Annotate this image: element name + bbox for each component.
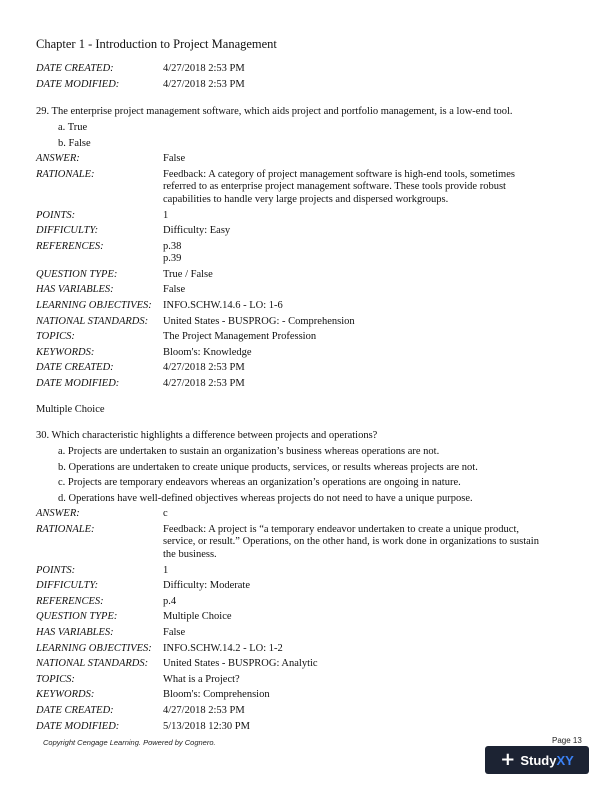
date-created-row — [36, 705, 576, 721]
answer-value: False — [163, 153, 186, 164]
keywords-value: Bloom's: Knowledge — [163, 346, 252, 358]
keywords-label: KEYWORDS: — [36, 689, 95, 701]
keywords-label: KEYWORDS: — [36, 346, 95, 358]
meta-label: DATE MODIFIED: — [36, 78, 120, 90]
brand-name — [520, 753, 573, 768]
references-row — [36, 596, 576, 612]
difficulty-label: DIFFICULTY: — [36, 580, 99, 592]
points-value: 1 — [163, 209, 169, 221]
difficulty-row — [36, 225, 576, 241]
question-30-option-c: c. Projects are temporary endeavors whereas an organization’s operations are ongoing in nature. — [58, 477, 461, 488]
answer-value: c — [163, 508, 168, 519]
meta-label: DATE CREATED: — [36, 63, 114, 74]
question-type-value: True / False — [163, 268, 213, 280]
national-standards-value: United States - BUSPROG: Analytic — [163, 658, 318, 670]
question-29-option-a: a. True — [58, 122, 88, 133]
learning-objectives-label: LEARNING OBJECTIVES: — [36, 642, 152, 654]
top-meta — [36, 63, 576, 94]
learning-objectives-row — [36, 643, 576, 659]
learning-objectives-label: LEARNING OBJECTIVES: — [36, 299, 152, 311]
topics-value: What is a Project? — [163, 673, 240, 685]
topics-value: The Project Management Profession — [163, 331, 317, 343]
meta-value: 4/27/2018 2:53 PM — [163, 78, 245, 90]
answer-label: ANSWER: — [36, 508, 80, 519]
date-created-value: 4/27/2018 2:53 PM — [163, 362, 245, 374]
has-variables-label: HAS VARIABLES: — [36, 284, 114, 296]
date-modified-value: 4/27/2018 2:53 PM — [163, 377, 245, 389]
rationale-label: RATIONALE: — [36, 168, 95, 180]
question-30-text: 30. Which characteristic highlights a difference between projects and operations? — [36, 430, 378, 441]
question-30-option-d: d. Operations have well-defined objectives whereas projects do not need to have a unique purpose. — [58, 493, 473, 504]
references-label: REFERENCES: — [36, 595, 104, 607]
points-row — [36, 565, 576, 581]
has-variables-label: HAS VARIABLES: — [36, 626, 114, 638]
date-modified-row — [36, 721, 576, 737]
topics-row — [36, 674, 576, 690]
answer-row — [36, 153, 576, 169]
national-standards-value: United States - BUSPROG: - Comprehension — [163, 315, 355, 327]
points-row — [36, 210, 576, 226]
rationale-value: Feedback: A category of project management software is high-end tools, sometimes referred to as enterprise project management software. These tools provide robust capabilities to handle very large projects and dispersed workgroups. — [163, 168, 515, 205]
studyxy-badge[interactable] — [485, 746, 589, 774]
learning-objectives-value: INFO.SCHW.14.2 - LO: 1-2 — [163, 642, 283, 654]
topics-row — [36, 331, 576, 347]
rationale-row — [36, 169, 576, 210]
points-label: POINTS: — [36, 209, 76, 221]
question-30-option-b: b. Operations are undertaken to create unique products, services, or results whereas projects are not. — [58, 462, 478, 473]
meta-row — [36, 79, 576, 95]
learning-objectives-value: INFO.SCHW.14.6 - LO: 1-6 — [163, 299, 283, 311]
national-standards-label: NATIONAL STANDARDS: — [36, 658, 149, 670]
points-value: 1 — [163, 564, 169, 576]
national-standards-row — [36, 658, 576, 674]
question-type-row — [36, 611, 576, 627]
topics-label: TOPICS: — [36, 673, 75, 685]
answer-row — [36, 508, 576, 524]
question-29-option-b: b. False — [58, 138, 91, 149]
keywords-value: Bloom's: Comprehension — [163, 689, 270, 701]
question-type-value: Multiple Choice — [163, 611, 232, 623]
learning-objectives-row — [36, 300, 576, 316]
meta-value: 4/27/2018 2:53 PM — [163, 63, 245, 74]
brand-suffix: XY — [556, 752, 574, 768]
references-row — [36, 241, 576, 269]
national-standards-row — [36, 316, 576, 332]
date-modified-row — [36, 378, 576, 394]
has-variables-row — [36, 627, 576, 643]
footer-page-number: Page 13 — [552, 736, 582, 745]
has-variables-row — [36, 284, 576, 300]
date-modified-label: DATE MODIFIED: — [36, 720, 120, 732]
rationale-value: Feedback: A project is “a temporary endeavor undertaken to create a unique product, service, or result.” Operations, on the other hand, is work done in organizations to sustain the business. — [163, 523, 539, 560]
references-value-1: p.38 — [163, 240, 182, 252]
keywords-row — [36, 347, 576, 363]
difficulty-label: DIFFICULTY: — [36, 225, 99, 237]
rationale-row — [36, 524, 576, 565]
references-value-2: p.39 — [163, 253, 182, 265]
date-created-row — [36, 362, 576, 378]
question-30-meta — [36, 508, 576, 736]
question-29-text: 29. The enterprise project management software, which aids project and portfolio management, is a low-end tool. — [36, 106, 513, 117]
difficulty-value: Difficulty: Moderate — [163, 580, 250, 592]
references-value: p.4 — [163, 595, 177, 607]
section-label: Multiple Choice — [36, 404, 105, 415]
national-standards-label: NATIONAL STANDARDS: — [36, 315, 149, 327]
date-modified-label: DATE MODIFIED: — [36, 377, 120, 389]
brand-prefix: Study — [520, 752, 557, 768]
date-created-value: 4/27/2018 2:53 PM — [163, 704, 245, 716]
points-label: POINTS: — [36, 564, 76, 576]
has-variables-value: False — [163, 626, 186, 638]
difficulty-row — [36, 580, 576, 596]
difficulty-value: Difficulty: Easy — [163, 225, 231, 237]
answer-label: ANSWER: — [36, 153, 80, 164]
chapter-title: Chapter 1 - Introduction to Project Management — [36, 37, 277, 51]
date-created-label: DATE CREATED: — [36, 362, 114, 374]
rationale-label: RATIONALE: — [36, 523, 95, 535]
date-created-label: DATE CREATED: — [36, 704, 114, 716]
meta-row — [36, 63, 576, 79]
has-variables-value: False — [163, 284, 186, 296]
date-modified-value: 5/13/2018 12:30 PM — [163, 720, 250, 732]
topics-label: TOPICS: — [36, 331, 75, 343]
question-30-option-a: a. Projects are undertaken to sustain an organization’s business whereas operations are not. — [58, 446, 440, 457]
question-type-label: QUESTION TYPE: — [36, 611, 118, 623]
references-label: REFERENCES: — [36, 240, 104, 252]
question-type-label: QUESTION TYPE: — [36, 268, 118, 280]
question-type-row — [36, 269, 576, 285]
question-29-meta — [36, 153, 576, 394]
plus-icon: + — [500, 749, 516, 770]
keywords-row — [36, 689, 576, 705]
footer-copyright: Copyright Cengage Learning. Powered by Cognero. — [43, 738, 216, 747]
